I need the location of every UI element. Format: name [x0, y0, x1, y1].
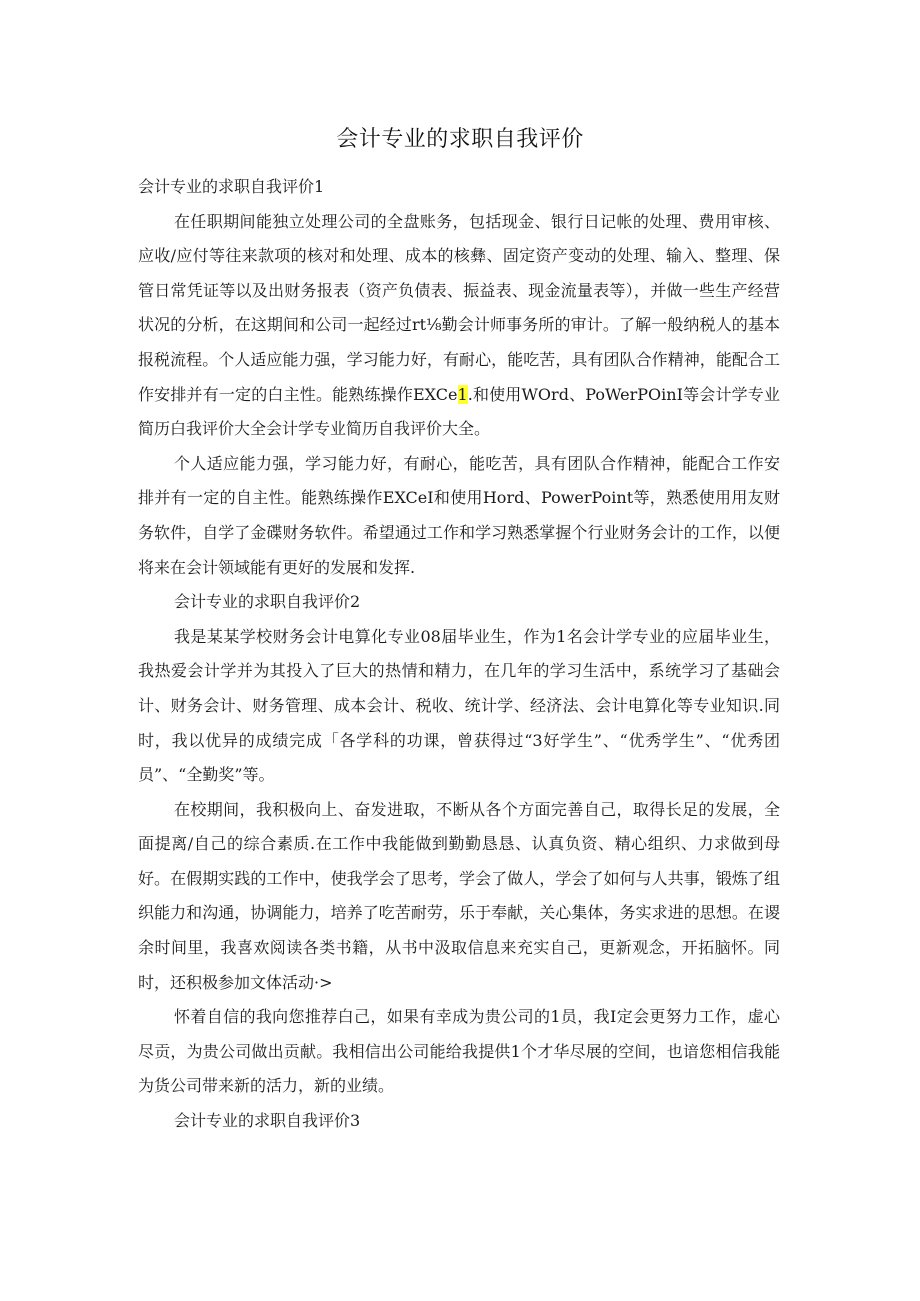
paragraph-text: .和使用WOrd、PoWerPOinI等会计学专业简历白我评价大全会计学专业简历自我评价大全。 [138, 384, 780, 439]
section-heading-1: 会计专业的求职自我评价1 [138, 177, 325, 196]
document-title: 会计专业的求职自我评价 [336, 127, 584, 152]
paragraph-2-2: 在校期间，我积极向上、奋发进取，不断从各个方面完善自己，取得长足的发展，全面提离/自己的综合素质.在工作中我能做到勤勤恳恳、认真负资、精心组织、力求做到母好。在假期实践的工作中，使我学会了思考，学会了做人，学会了如何与人共事，锻炼了组织能力和沟通，协调能力，培养了吃苦耐劳，乐于奉献，关心集体，务实求进的思想。在谡余时间里，我喜欢阅读各类书籍，从书中汲取信息来充实自己，更新观念，开拓脑怀。同时，还积极参加文体活动·> [138, 799, 780, 992]
paragraph-text: 在任职期间能独立处理公司的全盘账务，包括现金、银行日记帐的处理、费用审核、应收/应付等往来款项的核对和处理、成本的核彝、固定资产变动的处理、输入、整理、保管日常凭证等以及出财务报表（资产负债表、振益表、现金流量表等），并做一些生产经营状况的分析，在这期间和公司一起经过rt⅛勤会计师事务所的审计。了解一般纳税人的基本报税流程。个人适应能力强，学习能力好，有耐心，能吃苦，具有团队合作精神，能配合工作安排并有一定的白主性。能熟练操作EXCe [138, 211, 780, 404]
section-heading-3: 会计专业的求职自我评价3 [174, 1111, 361, 1131]
paragraph-2-3: 怀着自信的我向您推荐白己，如果有幸成为贵公司的1员，我I定会更努力工作，虚心尽贡，为贵公司做出贡献。我相信出公司能给我提供1个才华尽展的空间，也谙您相信我能为货公司带来新的活力，新的业绩。 [138, 1007, 780, 1096]
paragraph-1-1 [138, 205, 780, 447]
section-heading-2: 会计专业的求职自我评价2 [174, 592, 361, 612]
paragraph-1-2: 个人适应能力强，学习能力好，有耐心，能吃苦，具有团队合作精神，能配合工作安排并有一定的自主性。能熟练操作EXCeI和使用Hord、PowerPoint等，熟悉使用用友财务软件，自学了金碟财务软件。希望通过工作和学习熟悉掌握个行业财务会计的工作，以便将来在会计领域能有更好的发展和发挥. [138, 453, 780, 577]
paragraph-2-1: 我是某某学校财务会计电算化专业08届毕业生，作为1名会计学专业的应届毕业生，我热爱会计学并为其投入了巨大的热情和精力，在几年的学习生活中，系统学习了基础会计、财务会计、财务管理、成本会计、税收、统计学、经济法、会计电算化等专业知识.同时，我以优异的成绩完成「各学科的功课，曾获得过“3好学生”、“优秀学生”、“优秀团员”、“全勤奖”等。 [138, 626, 780, 785]
highlighted-text: 1 [457, 384, 468, 404]
document-body [138, 170, 780, 1139]
